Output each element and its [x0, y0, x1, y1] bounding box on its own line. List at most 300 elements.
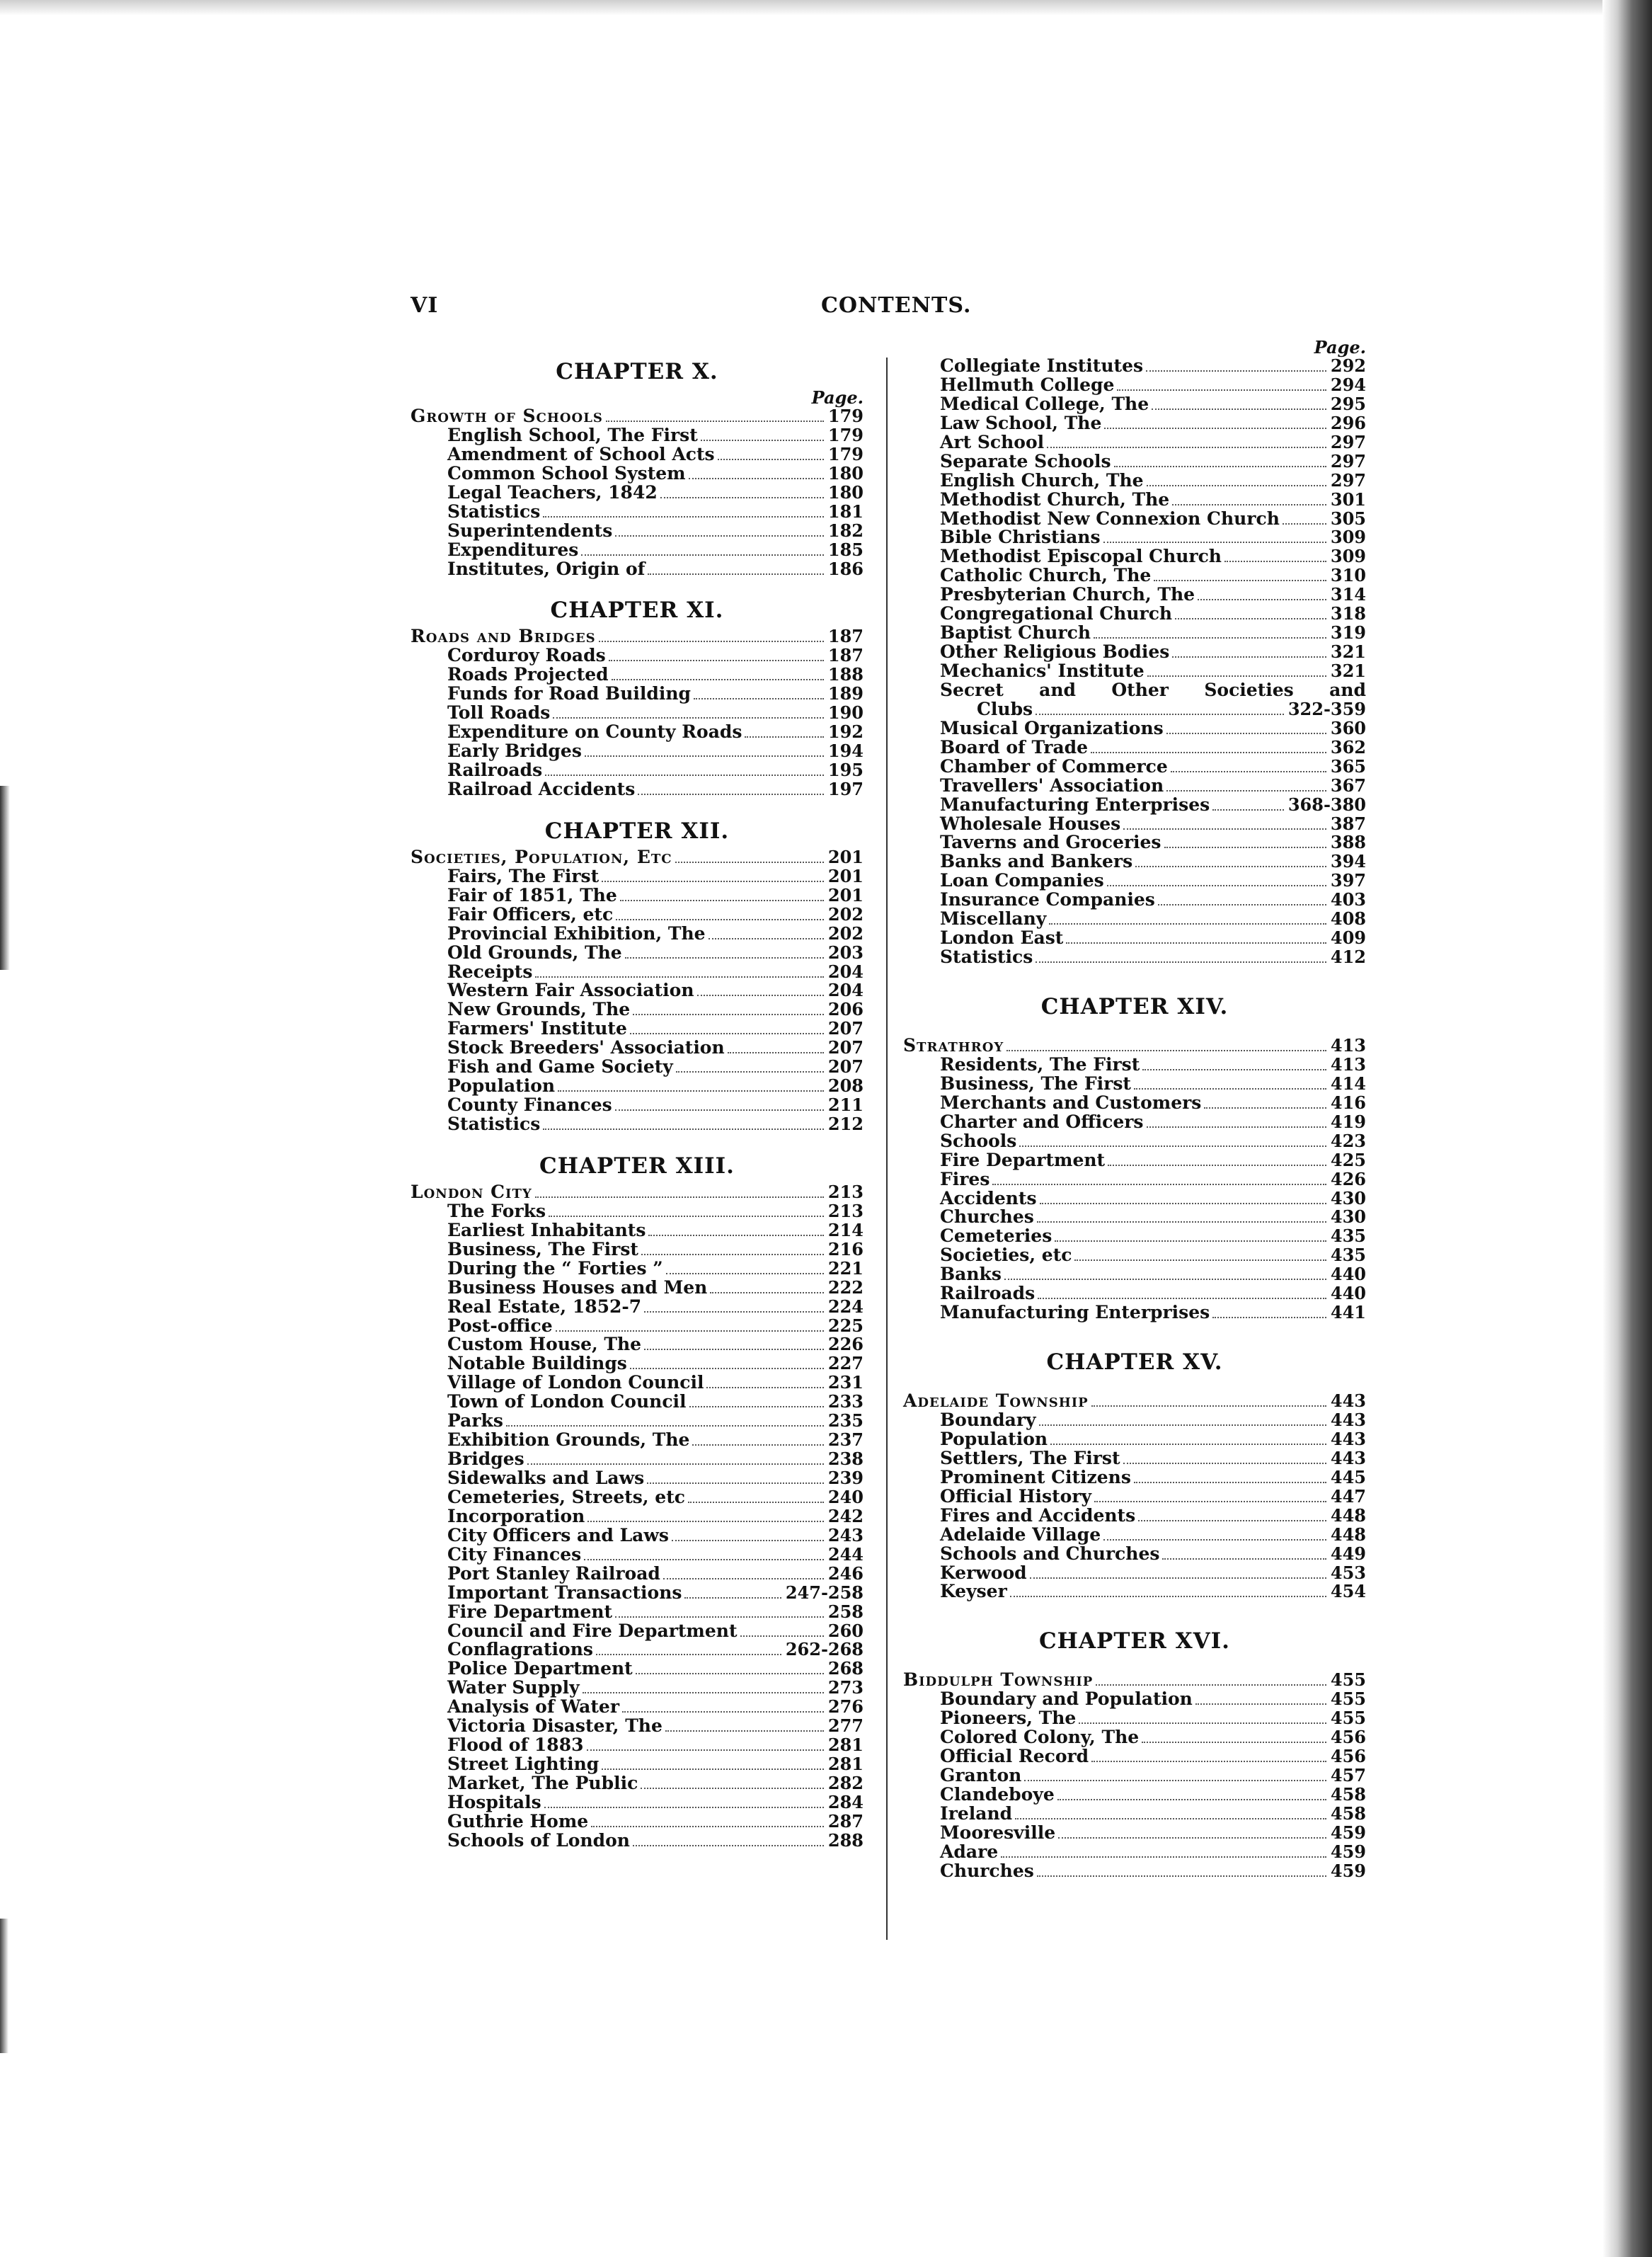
toc-entry: [903, 796, 1366, 815]
toc-entry-title: Statistics: [447, 501, 541, 522]
dot-leader: [709, 938, 824, 939]
dot-leader: [615, 1616, 824, 1618]
toc-entry: [411, 1317, 864, 1336]
toc-entry-title: Bible Christians: [940, 527, 1101, 548]
toc-entry: [411, 541, 864, 560]
toc-entry-page: 281: [827, 1735, 864, 1756]
toc-entry-title: Provincial Exhibition, The: [447, 922, 706, 944]
toc-entry-title: Business, The First: [940, 1073, 1131, 1094]
dot-leader: [1123, 828, 1326, 830]
toc-entry-page: 238: [827, 1449, 864, 1470]
dot-leader: [644, 1311, 824, 1313]
toc-entry-page: 310: [1330, 565, 1366, 586]
toc-entry: [411, 1077, 864, 1096]
dot-leader: [549, 1216, 824, 1217]
toc-entry-title: Funds for Road Building: [447, 683, 691, 704]
dot-leader: [630, 1033, 824, 1034]
dot-leader: [553, 717, 824, 719]
toc-entry: [903, 1709, 1366, 1728]
toc-entry-title: Official History: [940, 1485, 1092, 1507]
toc-entry-title: Real Estate, 1852-7: [447, 1296, 642, 1317]
dot-leader: [745, 736, 823, 738]
toc-entry-title: Ireland: [940, 1802, 1013, 1824]
dot-leader: [644, 1349, 824, 1350]
toc-entry-page: 440: [1330, 1283, 1366, 1304]
dot-leader: [1066, 942, 1326, 944]
toc-entry-title: Fire Department: [940, 1149, 1106, 1170]
dot-leader: [1091, 752, 1326, 753]
toc-entry: [411, 1373, 864, 1393]
toc-entry-title: Congregational Church: [940, 603, 1173, 624]
dot-leader: [1050, 1444, 1326, 1445]
dot-leader: [556, 1330, 824, 1332]
toc-entry-page: 319: [1330, 622, 1366, 644]
dot-leader: [1104, 428, 1326, 429]
toc-entry: [903, 528, 1366, 547]
toc-entry-page: 287: [827, 1810, 864, 1832]
dot-leader: [543, 1128, 824, 1130]
toc-entry: [411, 905, 864, 925]
toc-entry-title: Residents, The First: [940, 1053, 1140, 1075]
toc-entry: [903, 605, 1366, 624]
toc-entry-page: 233: [827, 1391, 864, 1412]
toc-entry-title: Presbyterian Church, The: [940, 584, 1195, 605]
dot-leader: [1079, 1722, 1326, 1724]
toc-entry-title: Expenditure on County Roads: [447, 721, 742, 743]
toc-entry: [903, 469, 1366, 491]
toc-entry-title: Mechanics' Institute: [940, 661, 1145, 681]
dot-leader: [1015, 1818, 1326, 1819]
dot-leader: [689, 478, 824, 479]
toc-entry-page: 397: [1330, 870, 1366, 891]
toc-entry: [903, 662, 1366, 681]
toc-entry-page: 216: [827, 1238, 864, 1259]
toc-entry: [411, 560, 864, 579]
chapter-heading: CHAPTER XI.: [550, 598, 724, 624]
toc-entry-title: Prominent Citizens: [940, 1466, 1131, 1487]
toc-entry: [903, 1449, 1366, 1468]
toc-entry-title: Old Grounds, The: [447, 942, 622, 963]
toc-entry: [411, 704, 864, 723]
dot-leader: [1010, 1596, 1326, 1597]
toc-entry: [903, 1208, 1366, 1227]
toc-entry-title: Charter and Officers: [940, 1111, 1144, 1132]
toc-entry: [411, 1412, 864, 1431]
toc-entry-title: Merchants and Customers: [940, 1092, 1202, 1113]
dot-leader: [609, 660, 824, 661]
toc-entry-title: Fires and Accidents: [940, 1504, 1136, 1526]
toc-entry: [411, 922, 864, 944]
toc-entry-page: 413: [1330, 1053, 1366, 1075]
scan-top-shadow: [0, 0, 1652, 16]
dot-leader: [641, 1254, 824, 1255]
toc-entry-page: 455: [1330, 1708, 1366, 1729]
toc-entry: [903, 1227, 1366, 1246]
toc-entry-page: 305: [1330, 508, 1366, 529]
toc-entry: [411, 1526, 864, 1545]
toc-entry-title: Churches: [940, 1860, 1034, 1881]
scan-left-edge-mark-lower: [0, 1919, 8, 2053]
toc-entry: [411, 1259, 864, 1279]
toc-entry: [903, 1487, 1366, 1507]
dot-leader: [692, 1444, 823, 1446]
toc-entry-title: Roads Projected: [447, 664, 609, 685]
toc-entry-page: 403: [1330, 889, 1366, 910]
dot-leader: [1198, 599, 1326, 600]
toc-entry-page: 203: [827, 942, 864, 963]
toc-entry-title: Mooresville: [940, 1822, 1056, 1843]
toc-entry-title: Separate Schools: [940, 450, 1111, 472]
toc-entry-title: Receipts: [447, 961, 533, 982]
toc-entry: [903, 948, 1366, 967]
toc-entry: [903, 738, 1366, 758]
toc-entry-page: 458: [1330, 1802, 1366, 1824]
dot-leader: [1037, 1221, 1326, 1223]
toc-entry-title: Miscellany: [940, 908, 1047, 930]
toc-entry-title: Bridges: [447, 1449, 524, 1470]
toc-entry: [903, 1824, 1366, 1843]
toc-entry: [903, 1411, 1366, 1430]
toc-entry: [903, 1802, 1366, 1824]
toc-entry-page: 180: [827, 481, 864, 503]
toc-entry: [411, 1115, 864, 1134]
toc-entry-title: Early Bridges: [447, 741, 582, 762]
toc-entry: [903, 872, 1366, 891]
dot-leader: [1138, 1520, 1326, 1521]
toc-entry-page: 258: [827, 1601, 864, 1622]
toc-entry-title: Toll Roads: [447, 702, 551, 724]
toc-entry: [411, 1736, 864, 1755]
toc-entry: [903, 755, 1366, 777]
toc-entry: [903, 1430, 1366, 1449]
toc-entry-page: 201: [827, 846, 864, 867]
toc-entry-title: Other Religious Bodies: [940, 641, 1170, 663]
toc-entry: [411, 1755, 864, 1774]
toc-entry: [903, 910, 1366, 929]
toc-main-entry: [411, 1183, 864, 1202]
toc-entry: [411, 1774, 864, 1793]
toc-entry: [903, 1284, 1366, 1303]
chapter-heading: CHAPTER XVI.: [1039, 1628, 1230, 1655]
toc-entry-page: 456: [1330, 1746, 1366, 1767]
toc-entry: [411, 665, 864, 685]
toc-entry-page: 282: [827, 1773, 864, 1793]
dot-leader: [527, 1463, 824, 1465]
toc-entry-page: 454: [1330, 1581, 1366, 1602]
toc-entry-page: 443: [1330, 1410, 1366, 1430]
chapter-section: [411, 596, 864, 799]
toc-entry: [903, 414, 1366, 433]
toc-entry-title: Schools: [940, 1130, 1017, 1151]
toc-entry: [411, 1393, 864, 1412]
dot-leader: [1166, 790, 1326, 792]
dot-leader: [636, 1673, 824, 1674]
toc-entry: [903, 1690, 1366, 1709]
dot-leader: [615, 1109, 824, 1111]
dot-leader: [1055, 1240, 1326, 1242]
toc-entry-title: Council and Fire Department: [447, 1620, 738, 1641]
dot-leader: [665, 1730, 824, 1732]
toc-entry-title: Banks and Bankers: [940, 851, 1133, 872]
dot-leader: [672, 1540, 824, 1541]
dot-leader: [1040, 1203, 1326, 1204]
toc-entry: [903, 929, 1366, 948]
toc-entry-page: 296: [1330, 412, 1366, 433]
dot-leader: [1142, 1742, 1326, 1743]
dot-leader: [1006, 1050, 1326, 1051]
dot-leader: [1166, 733, 1326, 734]
dot-leader: [535, 1196, 824, 1198]
toc-entry-page: 455: [1330, 1669, 1366, 1691]
toc-entry: [903, 376, 1366, 395]
dot-leader: [992, 1184, 1326, 1185]
toc-entry-page: 443: [1330, 1390, 1366, 1412]
toc-entry-page: 189: [827, 683, 864, 704]
dot-leader: [1135, 866, 1326, 867]
dot-leader: [1108, 1165, 1326, 1166]
toc-entry-page: 247-258: [785, 1582, 864, 1603]
toc-entry: [903, 1504, 1366, 1526]
toc-entry-title: Granton: [940, 1765, 1022, 1786]
toc-entry-page: 208: [827, 1075, 864, 1097]
dot-leader: [587, 1749, 824, 1751]
toc-entry: [411, 1202, 864, 1221]
toc-entry-page: 202: [827, 903, 864, 925]
dot-leader: [1147, 675, 1326, 677]
toc-entry: [903, 1468, 1366, 1487]
toc-entry: [903, 1582, 1366, 1601]
toc-entry-page: 195: [827, 760, 864, 780]
toc-entry-page: 430: [1330, 1187, 1366, 1209]
toc-entry-title-word: Secret: [940, 679, 1004, 700]
toc-entry-title: Business, The First: [447, 1238, 638, 1259]
dot-leader: [591, 1826, 824, 1827]
toc-entry-page: 180: [827, 462, 864, 484]
toc-entry: [411, 481, 864, 503]
toc-entry-title: Chamber of Commerce: [940, 755, 1168, 777]
toc-entry-page: 425: [1330, 1149, 1366, 1170]
toc-main-entry: [411, 407, 864, 426]
toc-entry: [411, 723, 864, 742]
toc-entry: [411, 426, 864, 445]
dot-leader: [740, 1635, 824, 1637]
dot-leader: [1152, 408, 1326, 410]
dot-leader: [1134, 1088, 1326, 1090]
toc-entry-page: 458: [1330, 1784, 1366, 1805]
toc-entry-title: London City: [411, 1181, 532, 1202]
toc-entry-page: 388: [1330, 832, 1366, 853]
toc-entry-page: 459: [1330, 1860, 1366, 1881]
toc-entry-title: Boundary: [940, 1410, 1036, 1430]
toc-entry-page: 414: [1330, 1073, 1366, 1094]
dot-leader: [1195, 1703, 1326, 1705]
toc-entry-page: 179: [827, 443, 864, 464]
dot-leader: [633, 1014, 824, 1015]
dot-leader: [1123, 1463, 1326, 1464]
dot-leader: [689, 1406, 824, 1407]
dot-leader: [1091, 1761, 1326, 1762]
toc-entry-page: 409: [1330, 927, 1366, 949]
toc-main-entry: [411, 848, 864, 867]
toc-entry-page: 260: [827, 1620, 864, 1641]
toc-entry: [903, 1843, 1366, 1862]
toc-entry-title: Schools of London: [447, 1829, 630, 1851]
toc-entry: [411, 1640, 864, 1659]
dot-leader: [1134, 1482, 1326, 1483]
toc-entry: [411, 1545, 864, 1565]
toc-entry-title: Pioneers, The: [940, 1708, 1077, 1729]
dot-leader: [701, 440, 824, 441]
toc-entry-title: Victoria Disaster, The: [447, 1715, 662, 1737]
dot-leader: [1036, 714, 1284, 715]
toc-entry-page: 408: [1330, 908, 1366, 930]
toc-entry-title: Societies, etc: [940, 1245, 1072, 1266]
toc-entry-page: 221: [827, 1257, 864, 1279]
toc-entry-title: Conflagrations: [447, 1639, 593, 1660]
toc-main-entry: [903, 1671, 1366, 1690]
dot-leader: [1171, 771, 1326, 772]
toc-entry: [411, 1354, 864, 1373]
toc-entry: [903, 547, 1366, 566]
toc-entry-title: Keyser: [940, 1581, 1007, 1602]
dot-leader: [1204, 1107, 1326, 1109]
toc-entry: [903, 891, 1366, 910]
toc-entry-page: 394: [1330, 851, 1366, 872]
dot-leader: [1164, 847, 1326, 848]
toc-entry-title: Manufacturing Enterprises: [940, 1302, 1210, 1323]
dot-leader: [728, 1052, 824, 1053]
toc-entry-page: 268: [827, 1658, 864, 1679]
toc-entry-title: Fire Department: [447, 1601, 613, 1622]
toc-entry: [903, 852, 1366, 872]
toc-entry-title: Baptist Church: [940, 622, 1091, 644]
toc-entry: [903, 833, 1366, 852]
toc-entry-title: English Church, The: [940, 469, 1144, 491]
toc-entry-title: Common School System: [447, 462, 686, 484]
toc-entry: [903, 1785, 1366, 1805]
dot-leader: [1074, 1259, 1326, 1261]
dot-leader: [1001, 1856, 1326, 1858]
toc-entry: [411, 646, 864, 665]
toc-entry-page: 273: [827, 1677, 864, 1698]
dot-leader: [697, 995, 824, 996]
toc-entry-page: 426: [1330, 1168, 1366, 1189]
toc-entry-title: Methodist Episcopal Church: [940, 546, 1222, 567]
toc-entry-title: Roads and Bridges: [411, 626, 596, 647]
toc-entry: [903, 395, 1366, 414]
toc-entry-title: London East: [940, 927, 1064, 949]
toc-entry: [411, 1659, 864, 1679]
toc-entry-page: 182: [827, 520, 864, 541]
toc-entry-page: 321: [1330, 661, 1366, 681]
toc-entry-page: 235: [827, 1410, 864, 1432]
toc-entry-title: Sidewalks and Laws: [447, 1468, 645, 1488]
toc-entry-title: Musical Organizations: [940, 717, 1164, 738]
toc-entry-title: Fair Officers, etc: [447, 903, 614, 925]
toc-entry: [903, 815, 1366, 834]
toc-entry: [411, 503, 864, 522]
toc-entry-page: 226: [827, 1334, 864, 1355]
toc-entry-title: Banks: [940, 1264, 1002, 1285]
toc-entry-title: During the “ Forties ”: [447, 1257, 663, 1279]
dot-leader: [633, 1845, 824, 1846]
toc-entry-page: 211: [827, 1095, 864, 1116]
dot-leader: [1103, 542, 1326, 543]
dot-leader: [602, 881, 824, 882]
toc-entry-page: 301: [1330, 488, 1366, 510]
toc-entry-title: Collegiate Institutes: [940, 355, 1144, 376]
toc-entry-title: Catholic Church, The: [940, 565, 1152, 586]
toc-entry: [903, 510, 1366, 529]
dot-leader: [666, 1273, 824, 1274]
toc-entry: [411, 1717, 864, 1736]
toc-entry-title: Board of Trade: [940, 736, 1089, 758]
dot-leader: [688, 1502, 824, 1503]
dot-leader: [1091, 1405, 1326, 1407]
toc-entry-page: 188: [827, 664, 864, 685]
dot-leader: [1158, 904, 1326, 905]
toc-entry-title: Insurance Companies: [940, 889, 1155, 910]
scan-right-edge-shadow: [1602, 0, 1652, 2257]
toc-entry-page: 318: [1330, 603, 1366, 624]
toc-entry: [903, 1053, 1366, 1075]
toc-entry: [411, 1603, 864, 1622]
toc-entry-page: 435: [1330, 1225, 1366, 1247]
dot-leader: [599, 641, 824, 642]
toc-entry: [903, 1075, 1366, 1094]
toc-entry: [411, 522, 864, 541]
dot-leader: [558, 1090, 824, 1092]
toc-entry-page: 213: [827, 1200, 864, 1221]
chapter-heading: CHAPTER XIV.: [1040, 994, 1229, 1019]
toc-entry-page: 207: [827, 1037, 864, 1058]
toc-entry: [903, 1303, 1366, 1322]
toc-entry-title: Stock Breeders' Association: [447, 1037, 725, 1058]
toc-entry-title: Biddulph Township: [903, 1669, 1094, 1691]
right-column: [903, 337, 1366, 1881]
dot-leader: [1024, 1780, 1326, 1781]
chapter-section: [411, 1152, 864, 1851]
dot-leader: [641, 1788, 824, 1789]
dot-leader: [506, 1425, 824, 1427]
toc-entry-title: Parks: [447, 1410, 503, 1432]
chapter-heading: CHAPTER XV.: [1046, 1349, 1223, 1376]
chapter-heading: CHAPTER XII.: [544, 818, 730, 844]
toc-entry-page: 321: [1330, 641, 1366, 663]
toc-entry-title: Strathroy: [903, 1035, 1004, 1056]
dot-leader: [544, 1807, 824, 1808]
toc-entry-title: Post-office: [447, 1315, 553, 1336]
dot-leader: [625, 957, 824, 959]
toc-entry: [411, 1221, 864, 1240]
dot-leader: [1038, 1298, 1326, 1299]
dot-leader: [581, 554, 824, 556]
toc-entry: [903, 1094, 1366, 1113]
toc-entry-title-word: Other: [1111, 679, 1169, 700]
toc-entry-page: 416: [1330, 1092, 1366, 1113]
toc-entry-title: City Officers and Laws: [447, 1524, 669, 1545]
toc-entry: [411, 1450, 864, 1469]
toc-entry-page: 365: [1330, 755, 1366, 777]
toc-entry-page: 297: [1330, 431, 1366, 452]
dot-leader: [1019, 1145, 1326, 1147]
toc-entry-title: Police Department: [447, 1658, 633, 1679]
toc-entry-page: 387: [1330, 813, 1366, 834]
toc-entry-title: Legal Teachers, 1842: [447, 481, 658, 503]
toc-entry-page: 201: [827, 884, 864, 905]
toc-entry-page: 447: [1330, 1485, 1366, 1507]
dot-leader: [616, 919, 824, 920]
